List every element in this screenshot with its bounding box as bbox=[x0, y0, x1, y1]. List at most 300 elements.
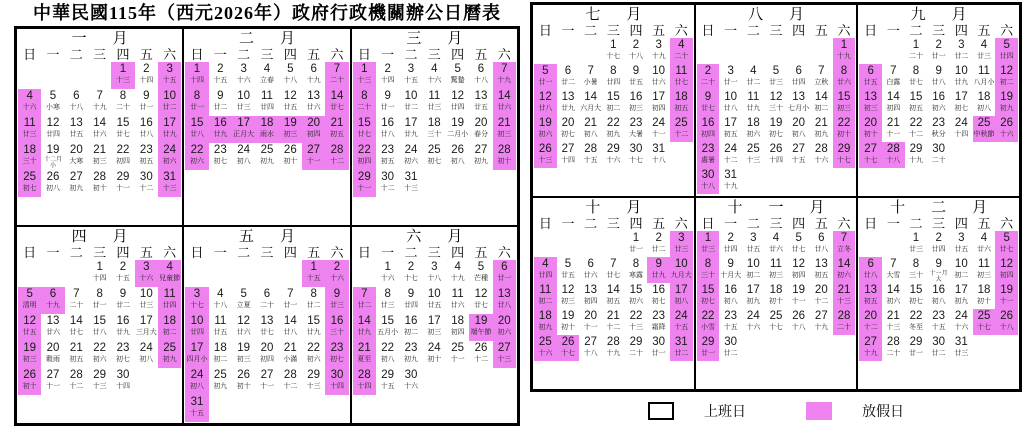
day-cell bbox=[602, 116, 625, 142]
day-cell bbox=[493, 62, 516, 89]
day-number: 3 bbox=[240, 63, 247, 75]
day-number: 30 bbox=[139, 171, 153, 183]
empty-cell bbox=[353, 260, 376, 287]
weekday-label: 四 bbox=[792, 23, 806, 38]
day-number: 6 bbox=[795, 65, 802, 77]
day-cell bbox=[647, 231, 670, 257]
lunar-label: 十九 bbox=[836, 53, 851, 60]
day-cell bbox=[111, 89, 134, 116]
lunar-label: 大雪 bbox=[886, 272, 901, 279]
lunar-label: 十六 bbox=[329, 275, 344, 282]
day-number: 20 bbox=[69, 144, 83, 156]
day-cell bbox=[579, 335, 602, 361]
day-cell bbox=[279, 89, 302, 116]
day-number: 21 bbox=[330, 117, 344, 129]
day-cell bbox=[534, 283, 557, 309]
day-number: 8 bbox=[610, 65, 617, 77]
weekday-label: 四 bbox=[629, 216, 643, 231]
day-cell bbox=[719, 257, 742, 283]
day-number: 2 bbox=[935, 39, 942, 51]
day-cell bbox=[41, 368, 64, 395]
lunar-label: 十七 bbox=[863, 157, 878, 164]
lunar-label: 十七 bbox=[768, 324, 783, 331]
day-cell bbox=[111, 314, 134, 341]
lunar-label: 初八 bbox=[791, 131, 806, 138]
lunar-label: 廿八 bbox=[497, 302, 512, 309]
day-cell bbox=[742, 257, 765, 283]
lunar-label: 廿六 bbox=[583, 272, 598, 279]
lunar-label: 立冬 bbox=[836, 246, 851, 253]
lunar-label: 廿三 bbox=[976, 53, 991, 60]
weekday-label: 二 bbox=[404, 47, 418, 62]
day-cell bbox=[810, 231, 833, 257]
day-cell bbox=[399, 287, 422, 314]
lunar-label: 廿一 bbox=[538, 79, 553, 86]
lunar-label: 廿四 bbox=[189, 329, 204, 336]
day-cell bbox=[697, 142, 720, 168]
lunar-label: 十二 bbox=[329, 158, 344, 165]
day-number: 9 bbox=[704, 91, 712, 103]
weekday-label: 六 bbox=[674, 216, 688, 231]
day-cell bbox=[697, 309, 720, 335]
lunar-label: 廿九 bbox=[306, 329, 321, 336]
day-cell bbox=[765, 142, 788, 168]
weekday-label: 三 bbox=[260, 47, 274, 62]
day-cell bbox=[579, 283, 602, 309]
lunar-label: 初十 bbox=[497, 158, 512, 165]
weekday-header bbox=[18, 47, 181, 62]
day-cell bbox=[765, 90, 788, 116]
empty-cell bbox=[209, 260, 232, 287]
day-number: 9 bbox=[143, 90, 150, 102]
day-cell bbox=[719, 283, 742, 309]
day-cell bbox=[647, 116, 670, 142]
lunar-label: 秋分 bbox=[931, 131, 946, 138]
lunar-label: 初七 bbox=[427, 158, 442, 165]
lunar-label: 十八 bbox=[651, 157, 666, 164]
lunar-label: 廿七 bbox=[259, 329, 274, 336]
weekday-label: 三 bbox=[769, 23, 783, 38]
lunar-label: 十一 bbox=[259, 383, 274, 390]
day-cell bbox=[279, 314, 302, 341]
lunar-label: 十一 bbox=[791, 298, 806, 305]
workday-label: 上班日 bbox=[704, 403, 746, 419]
lunar-label: 廿六 bbox=[45, 329, 60, 336]
weekday-label: 日 bbox=[190, 245, 204, 260]
lunar-label: 十六 bbox=[22, 104, 37, 111]
day-cell bbox=[765, 231, 788, 257]
day-cell bbox=[446, 341, 469, 368]
day-cell bbox=[423, 143, 446, 170]
day-number: 29 bbox=[307, 369, 321, 381]
day-number: 8 bbox=[193, 90, 201, 102]
lunar-label: 初六 bbox=[92, 356, 107, 363]
day-number: 14 bbox=[606, 284, 620, 296]
day-cell bbox=[353, 89, 376, 116]
lunar-label: 廿一 bbox=[651, 350, 666, 357]
day-number: 22 bbox=[629, 310, 643, 322]
day-cell bbox=[279, 62, 302, 89]
lunar-label: 二十 bbox=[908, 53, 923, 60]
day-cell bbox=[111, 62, 134, 89]
lunar-label: 初六 bbox=[746, 131, 761, 138]
day-number: 28 bbox=[606, 336, 620, 348]
day-number: 1 bbox=[912, 232, 920, 244]
lunar-label: 廿一 bbox=[380, 104, 395, 111]
day-number: 18 bbox=[213, 342, 227, 354]
day-number: 9 bbox=[935, 65, 942, 77]
day-number: 12 bbox=[451, 90, 465, 102]
lunar-label: 廿二 bbox=[403, 104, 418, 111]
day-number: 27 bbox=[814, 310, 828, 322]
day-number: 2 bbox=[143, 63, 150, 75]
day-number: 3 bbox=[958, 232, 965, 244]
day-number: 29 bbox=[381, 369, 395, 381]
day-cell bbox=[647, 38, 670, 64]
lunar-label: 十八 bbox=[583, 350, 598, 357]
lunar-label: 廿九 bbox=[954, 79, 969, 86]
day-number: 11 bbox=[539, 284, 552, 296]
empty-cell bbox=[88, 62, 111, 89]
day-cell bbox=[185, 116, 208, 143]
day-cell bbox=[325, 314, 348, 341]
day-cell bbox=[647, 283, 670, 309]
day-number: 1 bbox=[310, 261, 317, 273]
day-cell bbox=[602, 64, 625, 90]
day-cell bbox=[158, 341, 181, 368]
day-number: 4 bbox=[980, 232, 988, 244]
lunar-label: 十八 bbox=[69, 104, 84, 111]
day-number: 14 bbox=[69, 315, 83, 327]
day-cell bbox=[158, 143, 181, 170]
day-number: 31 bbox=[190, 396, 204, 408]
day-number: 12 bbox=[474, 288, 488, 300]
lunar-label: 十二 bbox=[69, 383, 84, 390]
lunar-label: 九月大 bbox=[670, 272, 692, 279]
day-cell bbox=[995, 38, 1018, 64]
day-cell bbox=[557, 116, 580, 142]
lunar-label: 十七 bbox=[560, 350, 575, 357]
lunar-label: 初六 bbox=[189, 158, 204, 165]
lunar-label: 廿九 bbox=[651, 272, 666, 279]
day-number: 17 bbox=[746, 284, 760, 296]
lunar-label: 十三 bbox=[538, 157, 553, 164]
day-cell bbox=[905, 283, 928, 309]
lunar-label: 五月小 bbox=[377, 329, 399, 336]
day-cell bbox=[423, 116, 446, 143]
weekday-label: 一 bbox=[886, 216, 900, 231]
lunar-label: 二十 bbox=[674, 53, 689, 60]
day-number: 21 bbox=[886, 310, 900, 322]
weekday-label: 三 bbox=[932, 216, 946, 231]
weekday-label: 二 bbox=[69, 245, 83, 260]
day-number: 22 bbox=[93, 342, 107, 354]
day-cell bbox=[88, 143, 111, 170]
day-cell bbox=[65, 89, 88, 116]
day-number: 20 bbox=[497, 315, 511, 327]
day-cell bbox=[399, 341, 422, 368]
weekday-label: 四 bbox=[792, 216, 806, 231]
day-cell bbox=[905, 335, 928, 361]
day-cell bbox=[602, 283, 625, 309]
day-number: 30 bbox=[932, 143, 946, 155]
day-number: 31 bbox=[674, 336, 688, 348]
day-cell bbox=[950, 257, 973, 283]
day-number: 28 bbox=[814, 143, 828, 155]
lunar-label: 十九 bbox=[814, 324, 829, 331]
lunar-label: 廿七 bbox=[329, 104, 344, 111]
empty-cell bbox=[579, 38, 602, 64]
empty-cell bbox=[859, 38, 882, 64]
day-number: 12 bbox=[237, 315, 251, 327]
day-cell bbox=[158, 170, 181, 197]
day-cell bbox=[325, 260, 348, 287]
day-number: 13 bbox=[864, 91, 878, 103]
month-6 bbox=[351, 226, 518, 424]
day-number: 9 bbox=[407, 288, 415, 300]
weekday-label: 六 bbox=[497, 47, 511, 62]
day-number: 18 bbox=[769, 284, 783, 296]
day-number: 5 bbox=[795, 232, 802, 244]
day-number: 29 bbox=[909, 143, 923, 155]
day-number: 3 bbox=[166, 63, 173, 75]
day-cell bbox=[882, 142, 905, 168]
day-cell bbox=[973, 90, 996, 116]
lunar-label: 初六 bbox=[306, 356, 321, 363]
day-cell bbox=[446, 89, 469, 116]
weekday-label: 二 bbox=[584, 216, 598, 231]
day-cell bbox=[697, 90, 720, 116]
day-cell bbox=[670, 335, 693, 361]
lunar-label: 廿一 bbox=[139, 104, 154, 111]
day-cell bbox=[697, 231, 720, 257]
lunar-label: 十七 bbox=[976, 324, 991, 331]
day-cell bbox=[111, 143, 134, 170]
day-cell bbox=[534, 116, 557, 142]
day-cell bbox=[111, 341, 134, 368]
day-number: 29 bbox=[629, 336, 643, 348]
day-number: 19 bbox=[1000, 284, 1014, 296]
day-cell bbox=[950, 231, 973, 257]
day-number: 13 bbox=[561, 91, 575, 103]
day-number: 3 bbox=[407, 63, 415, 75]
lunar-label: 十五 bbox=[115, 275, 130, 282]
weekday-label: 一 bbox=[561, 23, 575, 38]
day-number: 9 bbox=[935, 258, 942, 270]
day-cell bbox=[232, 143, 255, 170]
day-number: 30 bbox=[330, 369, 344, 381]
day-cell bbox=[469, 260, 492, 287]
day-cell bbox=[209, 368, 232, 395]
lunar-label: 十六 bbox=[380, 275, 395, 282]
day-number: 30 bbox=[404, 369, 418, 381]
lunar-label: 初八 bbox=[674, 298, 689, 305]
lunar-label: 初三 bbox=[22, 356, 37, 363]
day-cell bbox=[625, 231, 648, 257]
lunar-label: 初九 bbox=[814, 131, 829, 138]
lunar-label: 廿九 bbox=[115, 329, 130, 336]
lunar-label: 初三 bbox=[92, 158, 107, 165]
day-cell bbox=[833, 257, 856, 283]
day-number: 8 bbox=[119, 90, 127, 102]
day-number: 15 bbox=[190, 117, 204, 129]
lunar-label: 十八 bbox=[999, 324, 1014, 331]
day-cell bbox=[158, 287, 181, 314]
day-number: 29 bbox=[93, 369, 107, 381]
month-title: 四月 bbox=[71, 228, 154, 245]
day-cell bbox=[927, 231, 950, 257]
day-cell bbox=[41, 89, 64, 116]
lunar-label: 廿二 bbox=[931, 350, 946, 357]
day-number: 19 bbox=[769, 117, 783, 129]
day-number: 6 bbox=[587, 258, 594, 270]
lunar-label: 三十 bbox=[329, 329, 344, 336]
lunar-label: 二十 bbox=[628, 350, 643, 357]
day-cell bbox=[135, 314, 158, 341]
day-number: 27 bbox=[46, 369, 60, 381]
empty-cell bbox=[18, 62, 41, 89]
lunar-label: 初九 bbox=[69, 185, 84, 192]
day-cell bbox=[697, 168, 720, 194]
day-grid bbox=[697, 231, 856, 361]
day-number: 28 bbox=[886, 143, 900, 155]
day-number: 2 bbox=[333, 261, 341, 273]
day-cell bbox=[810, 309, 833, 335]
day-number: 2 bbox=[655, 232, 662, 244]
day-number: 20 bbox=[307, 117, 321, 129]
day-number: 31 bbox=[404, 171, 418, 183]
day-number: 26 bbox=[561, 336, 575, 348]
day-cell bbox=[111, 287, 134, 314]
lunar-label: 廿四 bbox=[403, 302, 418, 309]
lunar-label: 初五 bbox=[814, 272, 829, 279]
lunar-label: 廿八 bbox=[283, 329, 298, 336]
lunar-label: 廿七 bbox=[473, 302, 488, 309]
lunar-label: 初七 bbox=[651, 298, 666, 305]
lunar-label: 十月大 bbox=[720, 272, 742, 279]
day-number: 27 bbox=[497, 342, 511, 354]
day-number: 11 bbox=[978, 65, 990, 77]
weekday-header bbox=[859, 23, 1018, 38]
day-number: 26 bbox=[46, 171, 60, 183]
lunar-label: 廿三 bbox=[674, 246, 689, 253]
lunar-label: 初八 bbox=[931, 298, 946, 305]
lunar-label: 初四 bbox=[115, 158, 130, 165]
day-cell bbox=[579, 257, 602, 283]
day-cell bbox=[647, 309, 670, 335]
day-number: 3 bbox=[958, 39, 965, 51]
day-number: 2 bbox=[217, 63, 224, 75]
weekday-label: 四 bbox=[116, 245, 130, 260]
lunar-label: 初三 bbox=[497, 131, 512, 138]
day-grid bbox=[534, 38, 693, 168]
day-cell bbox=[325, 368, 348, 395]
lunar-label: 十四 bbox=[139, 77, 154, 84]
day-number: 30 bbox=[724, 336, 738, 348]
day-cell bbox=[376, 170, 399, 197]
lunar-label: 初七 bbox=[768, 131, 783, 138]
day-cell bbox=[787, 142, 810, 168]
lunar-label: 芒種 bbox=[473, 275, 488, 282]
day-cell bbox=[647, 257, 670, 283]
lunar-label: 廿五 bbox=[863, 79, 878, 86]
day-number: 10 bbox=[427, 288, 441, 300]
day-number: 7 bbox=[818, 65, 825, 77]
holiday-label: 放假日 bbox=[862, 403, 904, 419]
day-cell bbox=[859, 283, 882, 309]
day-cell bbox=[18, 341, 41, 368]
lunar-label: 十八 bbox=[791, 324, 806, 331]
day-cell bbox=[765, 64, 788, 90]
day-cell bbox=[742, 90, 765, 116]
weekday-label: 六 bbox=[163, 245, 177, 260]
day-cell bbox=[353, 143, 376, 170]
lunar-label: 七月小 bbox=[788, 105, 810, 112]
day-number: 24 bbox=[652, 117, 666, 129]
day-cell bbox=[65, 143, 88, 170]
lunar-label: 十一 bbox=[357, 185, 372, 192]
weekday-label: 六 bbox=[497, 245, 511, 260]
lunar-label: 十三 bbox=[162, 185, 177, 192]
day-number: 11 bbox=[770, 258, 782, 270]
lunar-label: 廿四 bbox=[931, 246, 946, 253]
day-cell bbox=[209, 62, 232, 89]
day-number: 1 bbox=[704, 232, 712, 244]
day-cell bbox=[557, 257, 580, 283]
day-number: 20 bbox=[814, 284, 828, 296]
day-cell bbox=[670, 38, 693, 64]
day-number: 11 bbox=[163, 288, 176, 300]
day-cell bbox=[973, 64, 996, 90]
lunar-label: 夏至 bbox=[357, 356, 372, 363]
weekday-label: 三 bbox=[427, 245, 441, 260]
day-number: 19 bbox=[237, 342, 251, 354]
month-4 bbox=[16, 226, 183, 424]
empty-cell bbox=[41, 62, 64, 89]
lunar-label: 初四 bbox=[791, 272, 806, 279]
lunar-label: 廿五 bbox=[69, 131, 84, 138]
day-number: 5 bbox=[477, 261, 485, 273]
lunar-label: 初五 bbox=[863, 298, 878, 305]
day-number: 17 bbox=[427, 315, 441, 327]
day-number: 25 bbox=[451, 342, 465, 354]
weekday-label: 日 bbox=[538, 23, 552, 38]
weekday-label: 三 bbox=[427, 47, 441, 62]
month-2 bbox=[183, 28, 350, 226]
lunar-label: 廿三 bbox=[380, 302, 395, 309]
day-cell bbox=[493, 260, 516, 287]
lunar-label: 廿六 bbox=[450, 302, 465, 309]
day-cell bbox=[927, 335, 950, 361]
month-9 bbox=[857, 4, 1020, 197]
day-cell bbox=[399, 116, 422, 143]
day-cell bbox=[158, 116, 181, 143]
lunar-label: 廿九 bbox=[213, 131, 228, 138]
day-number: 18 bbox=[163, 315, 177, 327]
weekday-label: 六 bbox=[1000, 216, 1014, 231]
day-number: 10 bbox=[237, 90, 251, 102]
empty-cell bbox=[579, 231, 602, 257]
day-number: 30 bbox=[701, 169, 715, 181]
day-cell bbox=[469, 314, 492, 341]
lunar-label: 初六 bbox=[538, 131, 553, 138]
day-number: 13 bbox=[307, 90, 321, 102]
weekday-label: 日 bbox=[190, 47, 204, 62]
day-cell bbox=[399, 89, 422, 116]
day-cell bbox=[534, 142, 557, 168]
weekday-label: 一 bbox=[381, 245, 395, 260]
day-cell bbox=[185, 368, 208, 395]
